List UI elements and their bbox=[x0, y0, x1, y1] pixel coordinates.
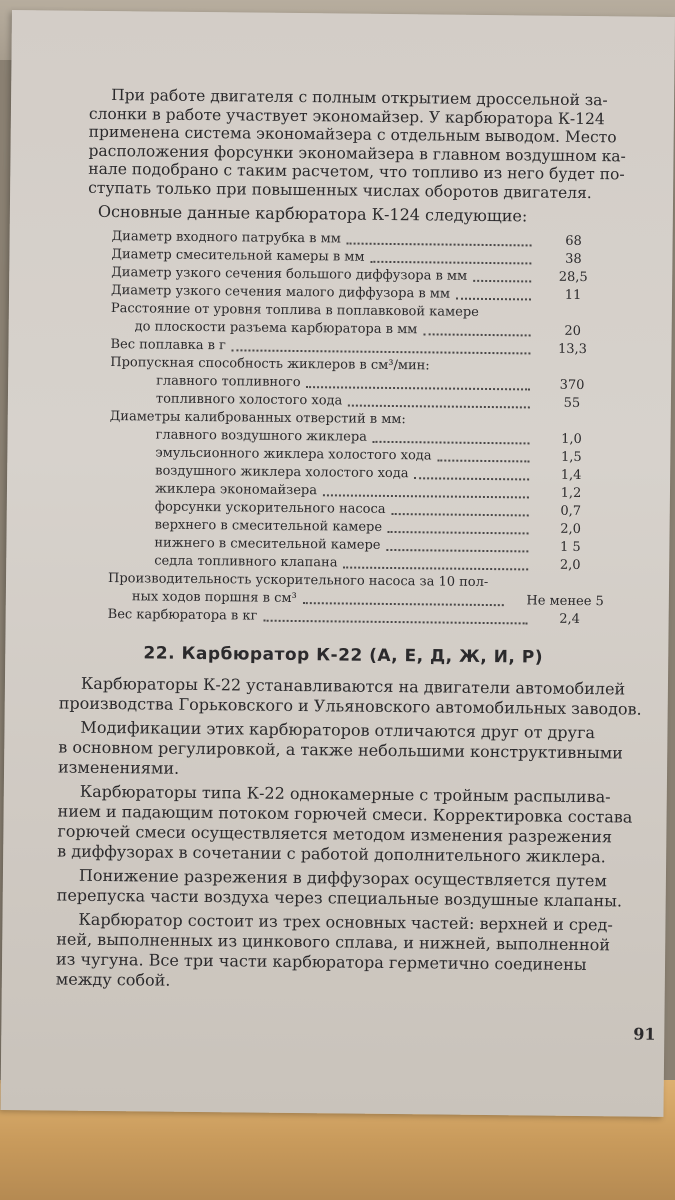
diameters-heading: Диаметры калиброванных отверстий в мм: bbox=[109, 408, 406, 427]
spec-label: Диаметр узкого сечения малого диффузора в мм bbox=[110, 282, 451, 302]
text-line: Модификации этих карбюраторов отличаются друг от друга bbox=[80, 717, 596, 743]
spec-label: воздушного жиклера холостого хода bbox=[155, 463, 409, 481]
spec-value: 370 bbox=[559, 377, 585, 393]
leader-dots bbox=[371, 260, 532, 264]
leader-dots bbox=[473, 279, 531, 282]
spec-label: форсунки ускорительного насоса bbox=[154, 499, 386, 517]
text-line: горючей смеси осуществляется методом изменения разрежения bbox=[57, 821, 613, 847]
spec-label: нижнего в смесительной камере bbox=[154, 535, 381, 553]
spec-value: 55 bbox=[563, 395, 581, 411]
section-paragraph bbox=[56, 910, 637, 996]
leader-dots bbox=[303, 602, 504, 606]
leader-dots bbox=[348, 404, 530, 408]
page-content bbox=[55, 86, 642, 999]
throughput-heading: Пропускная способность жиклеров в см³/мин: bbox=[110, 354, 430, 373]
text-line: Карбюратор состоит из трех основных частей: верхней и сред- bbox=[78, 909, 613, 935]
spec-label: эмульсионного жиклера холостого хода bbox=[155, 445, 432, 463]
text-line: нием и падающим потоком горючей смеси. Корректировка состава bbox=[57, 801, 633, 827]
spec-value: 1,0 bbox=[561, 431, 582, 447]
spec-value: 11 bbox=[564, 287, 582, 303]
text-line: Карбюраторы типа К-22 однокамерные с тройным распылива- bbox=[79, 781, 611, 807]
text-line: в диффузорах в сочетании с работой дополнительного жиклера. bbox=[57, 841, 606, 867]
text-line: Понижение разрежения в диффузорах осуществляется путем bbox=[78, 865, 607, 891]
leader-dots bbox=[388, 530, 529, 533]
spec-value: 0,7 bbox=[560, 503, 582, 519]
spec-value: 13,3 bbox=[557, 341, 588, 357]
spec-value: 68 bbox=[565, 233, 582, 249]
text-line: производства Горьковского и Ульяновского автомобильных заводов. bbox=[58, 693, 642, 719]
leader-dots bbox=[263, 619, 527, 624]
leader-dots bbox=[373, 440, 530, 444]
spec-value: 1,2 bbox=[560, 485, 582, 501]
section-paragraph bbox=[57, 866, 637, 912]
spec-label: ных ходов поршня в см³ bbox=[131, 588, 297, 606]
section-body bbox=[55, 673, 642, 996]
text-line: нале подобрано с таким расчетом, что топливо из него будет по- bbox=[88, 159, 625, 184]
spec-label: Диаметр узкого сечения большого диффузора в мм bbox=[111, 264, 468, 284]
leader-dots bbox=[438, 459, 530, 462]
spec-value: 1,4 bbox=[560, 467, 582, 483]
leader-dots bbox=[423, 333, 530, 336]
distance-label-line1: Расстояние от уровня топлива в поплавковой камере bbox=[110, 300, 479, 320]
text-line: Карбюраторы К-22 устанавливаются на двигатели автомобилей bbox=[80, 673, 626, 699]
text-line: между собой. bbox=[55, 969, 171, 990]
text-line: ступать только при повышенных числах оборотов двигателя. bbox=[88, 178, 592, 202]
spec-label: Вес поплавка в г bbox=[110, 336, 227, 353]
text-line: слонки в работе участвует экономайзер. У карбюратора К-124 bbox=[88, 104, 605, 128]
text-line: применена система экономайзера с отдельным выводом. Место bbox=[88, 122, 617, 147]
leader-dots bbox=[386, 548, 528, 551]
leader-dots bbox=[456, 297, 531, 300]
section-heading: 22. Карбюратор К-22 (А, Е, Д, Ж, И, Р) bbox=[143, 642, 544, 668]
spec-label: Вес карбюратора в кг bbox=[107, 606, 258, 624]
leader-dots bbox=[347, 242, 532, 246]
text-line: изменениями. bbox=[57, 757, 180, 778]
text-line: ней, выполненных из цинкового сплава, и нижней, выполненной bbox=[56, 929, 611, 955]
text-line: расположения форсунки экономайзера в главном воздушном ка- bbox=[88, 141, 626, 165]
book-page bbox=[0, 10, 674, 1117]
leader-dots bbox=[391, 513, 528, 516]
spec-value: 2,0 bbox=[560, 521, 582, 537]
spec-value: 2,4 bbox=[559, 611, 581, 627]
pump-label-line1: Производительность ускорительного насоса за 10 пол- bbox=[107, 570, 489, 590]
leader-dots bbox=[307, 386, 531, 390]
spec-value: 38 bbox=[565, 251, 582, 267]
spec-value: 28,5 bbox=[558, 269, 588, 285]
leader-dots bbox=[323, 494, 529, 498]
spec-value: 1 5 bbox=[559, 539, 581, 555]
spec-label: Диаметр входного патрубка в мм bbox=[111, 228, 341, 246]
text-line: При работе двигателя с полным открытием дроссельной за- bbox=[111, 86, 608, 110]
spec-label: главного воздушного жиклера bbox=[155, 427, 368, 445]
spec-label: седла топливного клапана bbox=[154, 553, 338, 570]
spec-label: верхнего в смесительной камере bbox=[154, 517, 383, 535]
spec-label: жиклера экономайзера bbox=[154, 481, 318, 498]
spec-list bbox=[84, 227, 608, 628]
section-paragraph bbox=[58, 718, 639, 784]
spec-value: 2,0 bbox=[559, 557, 581, 573]
section-paragraph bbox=[57, 782, 638, 868]
text-line: перепуска части воздуха через специальные воздушные клапаны. bbox=[56, 885, 623, 911]
spec-label: до плоскости разъема карбюратора в мм bbox=[134, 318, 418, 337]
leader-dots bbox=[343, 566, 528, 570]
leader-dots bbox=[414, 477, 529, 480]
section-paragraph bbox=[58, 673, 642, 720]
text-line: из чугуна. Все три части карбюратора герметично соединены bbox=[55, 949, 587, 975]
spec-label: Диаметр смесительной камеры в мм bbox=[111, 246, 365, 265]
spec-label: главного топливного bbox=[156, 373, 301, 390]
spec-intro: Основные данные карбюратора К-124 следующие: bbox=[97, 201, 528, 226]
spec-value: 20 bbox=[564, 323, 582, 339]
leader-dots bbox=[232, 349, 531, 354]
intro-paragraph bbox=[88, 86, 626, 202]
page-number: 91 bbox=[633, 1024, 656, 1044]
text-line: в основном регулировкой, а также небольшими конструктивными bbox=[58, 737, 623, 763]
spec-value: 1,5 bbox=[560, 449, 582, 465]
spec-value: Не менее 5 bbox=[526, 592, 604, 609]
spec-label: топливного холостого хода bbox=[155, 391, 343, 408]
